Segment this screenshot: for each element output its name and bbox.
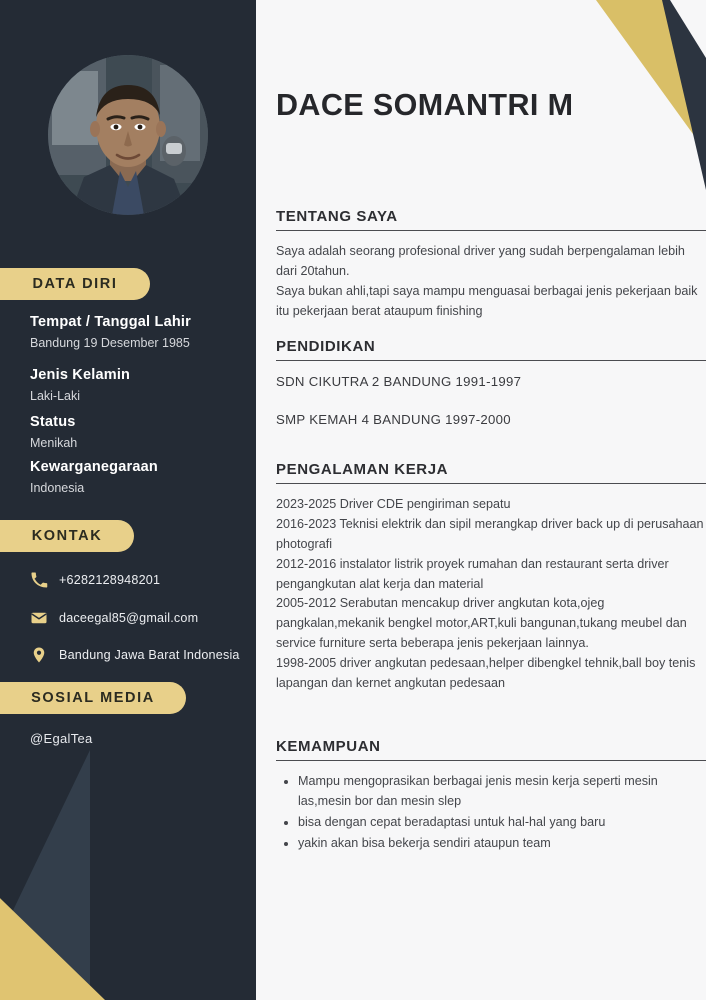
personal-info-birth	[30, 313, 245, 352]
contact-location-text: Bandung Jawa Barat Indonesia	[59, 648, 240, 662]
contact-email[interactable]	[30, 609, 198, 627]
skill-item: • bisa dengan cepat beradaptasi untuk hal-hal yang baru	[298, 813, 706, 833]
experience-item: 2012-2016 instalator listrik proyek rumahan dan restaurant serta driver pengangkutan alat kerja dan material	[276, 556, 669, 591]
section-pendidikan	[276, 338, 706, 448]
personal-value: Laki-Laki	[30, 388, 81, 403]
skill-item: • Mampu mengoprasikan berbagai jenis mesin kerja seperti mesin las,mesin bor dan mesin slep	[298, 772, 706, 812]
location-pin-icon	[30, 646, 48, 664]
personal-info-gender	[30, 366, 245, 405]
about-line-1: Saya adalah seorang profesional driver yang sudah berpengalaman lebih dari 20tahun.	[276, 244, 685, 278]
personal-label: Tempat / Tanggal Lahir	[30, 314, 191, 330]
personal-label: Jenis Kelamin	[30, 367, 131, 383]
experience-item: 2016-2023 Teknisi elektrik dan sipil merangkap driver back up di perusahaan photografi	[276, 516, 704, 551]
contact-phone-text: +6282128948201	[59, 573, 161, 587]
skills-list	[276, 772, 706, 854]
education-item: SMP KEMAH 4 BANDUNG 1997-2000	[276, 411, 511, 427]
badge-kontak	[0, 520, 134, 552]
main-content	[256, 0, 706, 1000]
personal-value: Menikah	[30, 435, 78, 450]
section-heading: TENTANG SAYA	[276, 208, 706, 231]
education-item: SDN CIKUTRA 2 BANDUNG 1991-1997	[276, 374, 522, 389]
badge-sosial-media-label: SOSIAL MEDIA	[31, 690, 155, 706]
experience-item: 2005-2012 Serabutan mencakup driver angkutan kota,ojeg pangkalan,mekanik bengkel motor,ART,kuli bangunan,tukang meubel dan service furniture serta beberapa jenis pekerjaan lainnya.	[276, 596, 687, 651]
experience-item: 2023-2025 Driver CDE pengiriman sepatu	[276, 497, 511, 511]
section-kemampuan	[276, 738, 706, 855]
personal-value: Indonesia	[30, 480, 85, 495]
personal-info-nationality	[30, 458, 245, 497]
section-body	[276, 495, 706, 694]
avatar	[48, 55, 208, 215]
page-title: DACE SOMANTRI M	[276, 88, 574, 122]
section-heading: PENGALAMAN KERJA	[276, 461, 706, 484]
experience-item: 1998-2005 driver angkutan pedesaan,helper dibengkel tehnik,ball boy tenis lapangan dan kernet angkutan pedesaan	[276, 656, 696, 691]
badge-sosial-media	[0, 682, 186, 714]
decorative-gold-triangle	[0, 840, 105, 1000]
phone-icon	[30, 571, 48, 589]
section-heading: KEMAMPUAN	[276, 738, 706, 761]
section-heading: PENDIDIKAN	[276, 338, 706, 361]
personal-label: Kewarganegaraan	[30, 459, 158, 475]
envelope-icon	[30, 609, 48, 627]
personal-value: Bandung 19 Desember 1985	[30, 335, 190, 350]
section-body	[276, 242, 706, 322]
personal-info-status	[30, 413, 245, 452]
contact-location[interactable]	[30, 646, 240, 664]
badge-data-diri-label: DATA DIRI	[32, 276, 118, 292]
section-pengalaman-kerja	[276, 461, 706, 694]
badge-kontak-label: KONTAK	[31, 528, 103, 544]
contact-phone[interactable]	[30, 571, 160, 589]
section-body	[276, 772, 706, 854]
social-handle[interactable]: @EgalTea	[30, 731, 93, 746]
about-line-2: Saya bukan ahli,tapi saya mampu menguasai berbagai jenis pekerjaan baik itu pekerjaan berat ataupum finishing	[276, 283, 698, 318]
badge-data-diri	[0, 268, 150, 300]
decorative-corner-white	[670, 0, 706, 58]
personal-label: Status	[30, 414, 76, 430]
sidebar	[0, 0, 256, 1000]
contact-email-text: daceegal85@gmail.com	[59, 611, 199, 625]
section-tentang-saya	[276, 208, 706, 322]
section-body	[276, 372, 706, 431]
skill-item: • yakin akan bisa bekerja sendiri ataupun team	[298, 834, 706, 854]
